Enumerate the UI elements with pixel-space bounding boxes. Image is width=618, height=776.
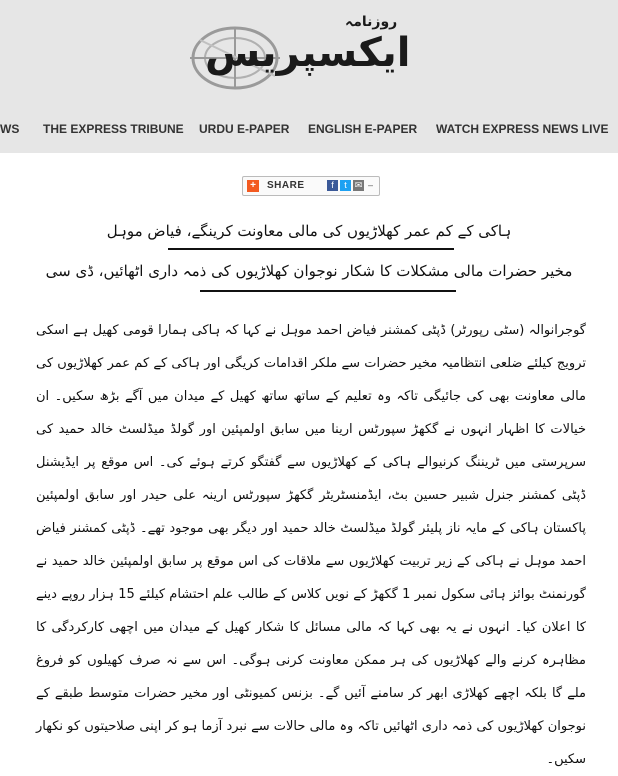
article-body [36,314,586,776]
nav-item-news[interactable]: WS [0,122,20,136]
masthead-title[interactable]: ایکسپریس [205,30,411,76]
article-headline: ہاکی کے کم عمر کھلاڑیوں کی مالی معاونت کرینگے، فیاض موہل [106,222,512,240]
nav-item-express-tribune[interactable]: THE EXPRESS TRIBUNE [43,122,184,136]
article-subheadline: مخیر حضرات مالی مشکلات کا شکار نوجوان کھلاڑیوں کی ذمہ داری اٹھائیں، ڈی سی [45,262,573,280]
share-label: SHARE [267,180,305,191]
headline-underline [168,248,454,250]
article-paragraph: گوجرانوالہ (سٹی رپورٹر) ڈپٹی کمشنر فیاض احمد موہل نے کہا کہ ہاکی ہمارا قومی کھیل ہے اسکی ترویج کیلئے ضلعی انتظامیہ مخیر حضرات سے ملکر اقدامات کریگی اور ہاکی کے کم عمر کھلاڑیوں کی مالی معاونت بھی کی جائیگی تاکہ وہ تعلیم کے ساتھ ساتھ کھیل کے میدان میں آگے بڑھ سکیں۔ ان خیالات کا اظہار انہوں نے گکھڑ سپورٹس ارینا میں سابق اولمپئین اور گولڈ میڈلسٹ خالد حمید کی سرپرستی میں ٹریننگ کرنیوالے ہاکی کے کھلاڑیوں سے گفتگو کرتے ہوئے کی۔ اس موقع پر ایڈیشنل ڈپٹی کمشنر جنرل شبیر حسین بٹ، ایڈمنسٹریٹر گکھڑ سپورٹس ارینہ علی حیدر اور سابق اولمپئین پاکستان ہاکی کے مایہ ناز پلیئر گولڈ میڈلسٹ خالد حمید اور دیگر بھی موجود تھے۔ ڈپٹی کمشنر فیاض احمد موہل نے ہاکی کے زیر تربیت کھلاڑیوں سے ملاقات کی اس موقع پر سابق اولمپئین خالد حمید نے گورنمنٹ بوائز ہائی سکول نمبر 1 گکھڑ کے نویں کلاس کے طالب علم احتشام کیلئے 15 ہزار روپے دینے کا اعلان کیا۔ انہوں نے یہ بھی کہا کہ مالی مسائل کا شکار کھیل کے میدان میں اچھی کارکردگی کا مظاہرہ کرنے والے کھلاڑیوں کی ہر ممکن معاونت کرنی ہوگی۔ اس سے نہ صرف کھیلوں کو فروغ ملے گا بلکہ اچھے کھلاڑی ابھر کر سامنے آئیں گے۔ بزنس کمیونٹی اور مخیر حضرات متوسط طبقے کے نوجوان کھلاڑیوں کی ذمہ داری اٹھائیں تاکہ وہ مالی حالات سے نبرد آزما ہو کر اپنی صلاحیتوں کو نکھار سکیں۔ [36,323,586,767]
facebook-icon[interactable]: f [327,180,338,191]
nav-item-english-epaper[interactable]: ENGLISH E-PAPER [308,122,418,136]
masthead-subtitle: روزنامہ [345,14,398,30]
nav-item-urdu-epaper[interactable]: URDU E-PAPER [199,122,290,136]
more-icon[interactable]: – [367,180,373,190]
subheadline-underline [200,290,456,292]
nav-item-watch-live[interactable]: WATCH EXPRESS NEWS LIVE [436,122,609,136]
plus-icon: + [247,180,259,192]
email-icon[interactable]: ✉ [354,180,363,190]
twitter-icon[interactable]: t [340,180,351,191]
share-button[interactable] [242,176,380,196]
top-nav [0,122,618,140]
site-header [0,0,618,153]
